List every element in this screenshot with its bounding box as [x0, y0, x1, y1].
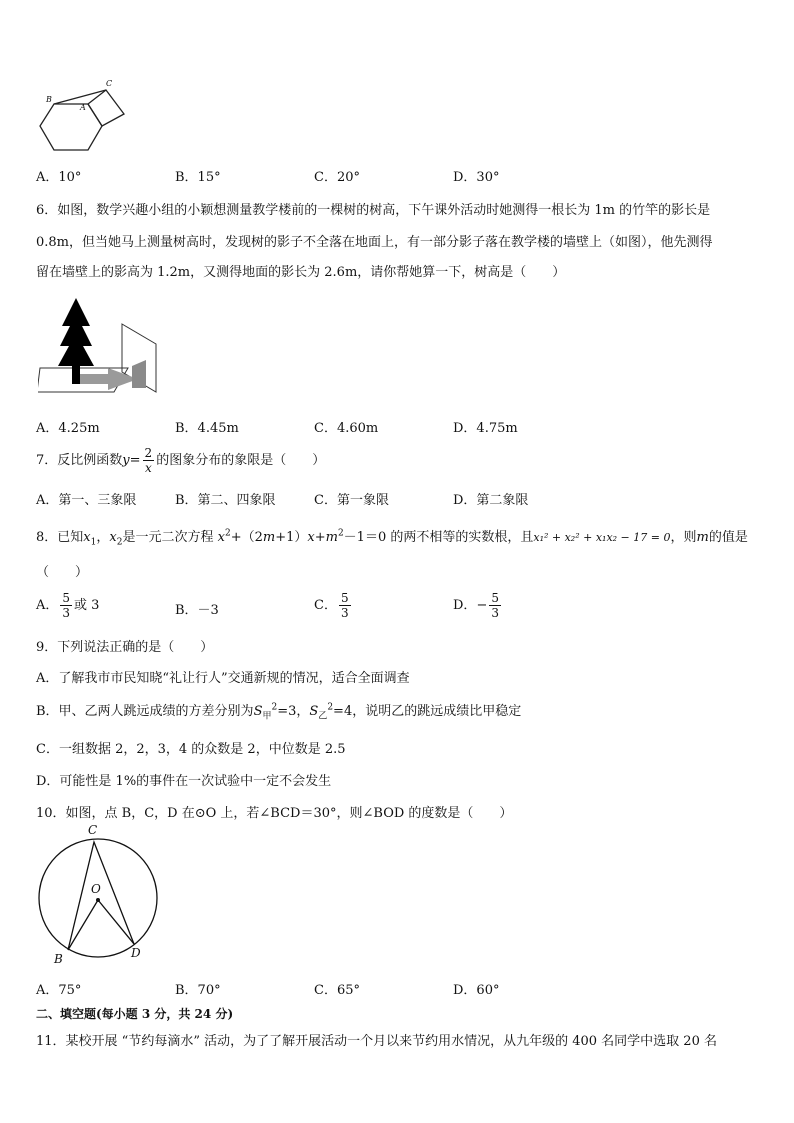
q10-stem: 10．如图，点 B，C，D 在⊙O 上，若∠BCD＝30°，则∠BOD 的度数是（ ） — [36, 806, 513, 821]
q5-option-b: B．15° — [175, 170, 221, 185]
q7-option-b: B．第二、四象限 — [175, 493, 276, 508]
q8-text-2: 是一元二次方程 — [122, 530, 214, 545]
q6-stem-line1: 6．如图，数学兴趣小组的小颖想测量教学楼前的一棵树的树高，下午课外活动时她测得一根长为 1m 的竹竿的影长是 — [36, 203, 711, 218]
q8-then: ，则 — [670, 530, 697, 545]
q9-option-a: A．了解我市市民知晓“礼让行人”交通新规的情况，适合全面调查 — [36, 671, 410, 686]
q7-y: y — [122, 453, 130, 468]
q8-option-c-label: C． — [314, 598, 337, 613]
q8-eq-m: m — [262, 530, 276, 545]
q8-stem — [36, 526, 748, 548]
q8-option-d-label: D． — [453, 598, 477, 613]
q8-option-c-fraction — [339, 592, 351, 619]
q10-label-d: D — [131, 946, 141, 960]
q5-option-d: D．30° — [453, 170, 500, 185]
q7-prefix: 7．反比例函数 — [36, 453, 123, 468]
q8-eq-x2: x — [307, 530, 315, 545]
q7-stem — [36, 446, 325, 476]
q8-tail: 的值是 — [708, 530, 748, 545]
q6-stem-line2: 0.8m，但当她马上测量树高时，发现树的影子不全落在地面上，有一部分影子落在教学楼的墙壁上（如图），他先测得 — [36, 235, 713, 250]
q6-option-a: A．4.25m — [36, 421, 100, 436]
q7-numerator: 2 — [144, 446, 153, 460]
q8-option-c-den: 3 — [340, 606, 349, 620]
q8-eq-rest: －1＝0 的两不相等的实数根，且 — [343, 530, 534, 545]
q8-x2-sub: 2 — [116, 537, 123, 548]
q5-option-a: A．10° — [36, 170, 82, 185]
q8-x1: x — [83, 530, 91, 545]
q8-option-d — [453, 590, 503, 622]
q10-label-c: C — [88, 823, 98, 837]
q8-eq-m-sq: 2 — [337, 528, 344, 539]
q10-option-c: C．65° — [314, 983, 360, 998]
q8-option-a-num: 5 — [62, 591, 71, 605]
q8-eq-sq: 2 — [224, 528, 231, 539]
q8-option-b: B．－3 — [175, 603, 219, 618]
q6-stem-line3: 留在墙壁上的影高为 1.2m，又测得地面的影长为 2.6m，请你帮她算一下，树高是（ ） — [36, 265, 566, 280]
q8-option-c-num: 5 — [340, 591, 349, 605]
q7-option-d: D．第二象限 — [453, 493, 529, 508]
q8-m: m — [696, 530, 709, 545]
q9-b-s-jia-sup: 2 — [271, 702, 278, 713]
q8-comma: ， — [96, 530, 110, 545]
q8-option-a-den: 3 — [62, 606, 71, 620]
q7-eq: = — [129, 453, 141, 468]
q8-eq-m2: m — [325, 530, 338, 545]
q7-option-a: A．第一、三象限 — [36, 493, 137, 508]
q7-fraction — [143, 447, 155, 474]
q8-option-a — [36, 590, 99, 622]
q7-denominator: x — [144, 461, 152, 475]
section-title-fill-in: 二、填空题(每小题 3 分，共 24 分) — [36, 1007, 234, 1021]
q10-label-b: B — [54, 952, 63, 966]
hexagon-square-figure — [36, 78, 132, 160]
q8-eq-plus: + — [314, 530, 326, 545]
q8-option-d-den: 3 — [491, 606, 499, 620]
q6-option-d: D．4.75m — [453, 421, 518, 436]
q8-text-1: 8．已知 — [36, 530, 84, 545]
q8-eq-x: x — [217, 530, 225, 545]
q8-option-c — [314, 590, 353, 622]
q8-condition: x₁² + x₂² + x₁x₂ − 17 = 0 — [533, 531, 671, 544]
q9-b-s-yi: S — [309, 704, 319, 719]
q9-option-b — [36, 700, 521, 722]
q10-option-b: B．70° — [175, 983, 221, 998]
q9-b-value2: =4，说明乙的跳远成绩比甲稳定 — [333, 704, 522, 719]
q8-option-d-sign: − — [476, 598, 488, 613]
q9-stem: 9．下列说法正确的是（ ） — [36, 640, 214, 655]
q9-b-prefix: B．甲、乙两人跳远成绩的方差分别为 — [36, 704, 254, 719]
q8-option-a-label: A． — [36, 598, 59, 613]
q9-option-d: D．可能性是 1%的事件在一次试验中一定不会发生 — [36, 774, 332, 789]
q9-b-s-jia-sub: 甲 — [262, 711, 272, 722]
q8-option-a-fraction — [60, 592, 72, 619]
q8-x1-sub: 1 — [90, 537, 97, 548]
q8-option-a-tail: 或 3 — [74, 598, 100, 613]
q10-label-o: O — [91, 882, 101, 896]
q8-option-d-fraction — [489, 592, 501, 619]
q8-option-d-num: 5 — [491, 591, 499, 605]
q10-option-a: A．75° — [36, 983, 82, 998]
q9-b-value1: =3， — [277, 704, 310, 719]
q8-paren: （ ） — [36, 565, 89, 580]
q9-b-s-jia: S — [253, 704, 263, 719]
q8-eq-part: +（2 — [230, 530, 263, 545]
tree-shadow-figure — [38, 296, 158, 396]
q6-option-c: C．4.60m — [314, 421, 379, 436]
q7-suffix: 的图象分布的象限是（ ） — [156, 453, 326, 468]
q8-x2: x — [109, 530, 117, 545]
q10-option-d: D．60° — [453, 983, 500, 998]
fig5-label-b: B — [46, 95, 52, 104]
q11-stem-line1: 11．某校开展 “节约每滴水” 活动，为了了解开展活动一个月以来节约用水情况，从九年级的 400 名同学中选取 20 名 — [36, 1034, 717, 1049]
q9-b-s-yi-sup: 2 — [327, 702, 334, 713]
fig5-label-c: C — [106, 79, 113, 88]
fig5-label-a: A — [80, 103, 86, 112]
q8-eq-part2: +1） — [275, 530, 308, 545]
q6-option-b: B．4.45m — [175, 421, 239, 436]
q7-option-c: C．第一象限 — [314, 493, 389, 508]
q5-option-c: C．20° — [314, 170, 360, 185]
q9-option-c: C．一组数据 2，2，3，4 的众数是 2，中位数是 2.5 — [36, 742, 346, 757]
q9-b-s-yi-sub: 乙 — [318, 711, 328, 722]
